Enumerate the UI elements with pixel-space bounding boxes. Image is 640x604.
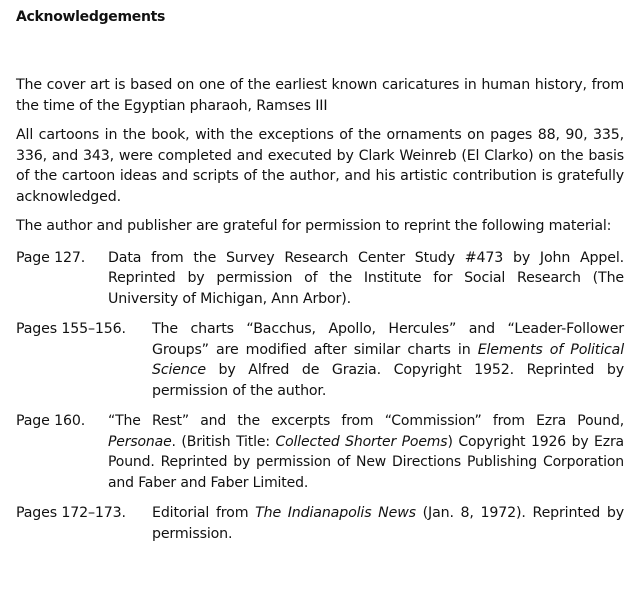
- permission-entry: [16, 248, 624, 310]
- permissions-list: [16, 248, 624, 545]
- newspaper-title: The Indianapolis News: [255, 505, 416, 521]
- entry-text-segment: “The Rest” and the excerpts from “Commission” from Ezra Pound,: [108, 413, 624, 429]
- entry-text: [152, 319, 624, 401]
- entry-text-segment: ) Copyright 1926 by Ezra Pound. Reprinted by permission of New Directions Publishing Corporation and Faber and Faber Limited.: [108, 433, 624, 491]
- entry-page-label: Page 160.: [16, 413, 86, 429]
- permissions-intro-paragraph: The author and publisher are grateful for permission to reprint the following material:: [16, 218, 612, 234]
- entry-text: Data from the Survey Research Center Study #473 by John Appel. Reprinted by permission of the Institute for Social Research (The University of Michigan, Ann Arbor).: [108, 249, 624, 307]
- book-title: Elements of Political Science: [152, 341, 625, 378]
- book-title: Personae: [108, 433, 172, 450]
- entry-page-label: Pages 155–156.: [16, 321, 126, 337]
- permission-entry: [16, 319, 624, 401]
- entry-text: [152, 503, 624, 544]
- permission-entry: [16, 411, 624, 493]
- entry-text-segment: . (British Title:: [171, 433, 276, 450]
- entry-text: [108, 411, 624, 493]
- entry-text-segment: Editorial from: [152, 505, 256, 521]
- entry-text-segment: The charts “Bacchus, Apollo, Hercules” and “Leader-Follower Groups” are modified after similar charts in: [152, 321, 624, 358]
- cover-art-paragraph: The cover art is based on one of the earliest known caricatures in human history, from the time of the Egyptian pharaoh, Ramses III: [16, 77, 624, 114]
- entry-text-segment: by Alfred de Grazia. Copyright 1952. Reprinted by permission of the author.: [152, 362, 624, 399]
- book-title: Collected Shorter Poems: [275, 433, 448, 450]
- cartoons-paragraph: All cartoons in the book, with the exceptions of the ornaments on pages 88, 90, 335, 336, and 343, were completed and executed by Clark Weinreb (El Clarko) on the basis of the cartoon ideas and scripts of the author, and his artistic contribution is gratefully acknowledged.: [16, 127, 624, 205]
- entry-page-label: Page 127.: [16, 249, 86, 266]
- permission-entry: [16, 503, 624, 544]
- page-heading: Acknowledgements: [16, 9, 166, 25]
- entry-text-segment: (Jan. 8, 1972). Reprinted by permission.: [152, 505, 625, 542]
- entry-page-label: Pages 172–173.: [16, 505, 126, 521]
